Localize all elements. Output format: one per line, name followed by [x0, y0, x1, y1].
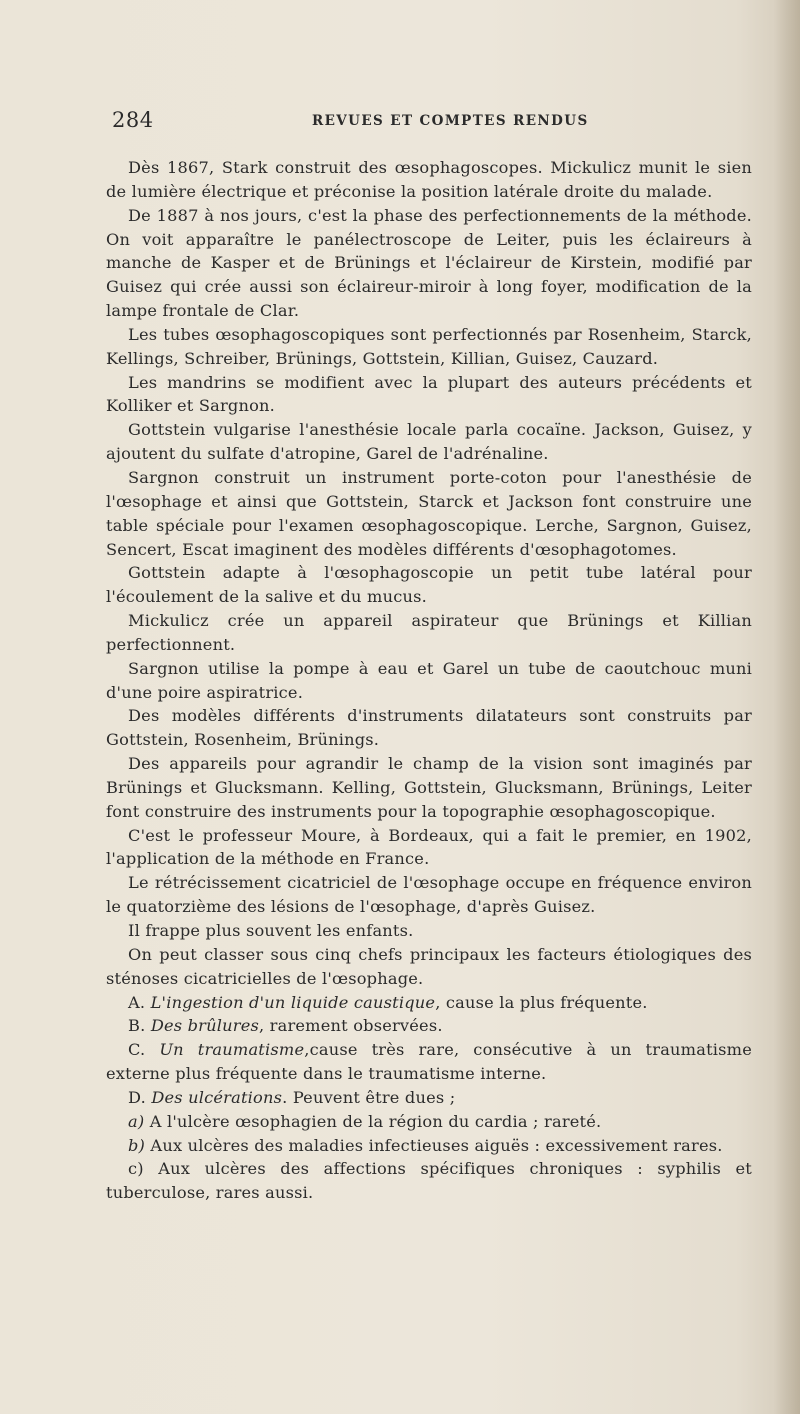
- subcause-text: Aux ulcères des maladies infectieuses aiguës : excessivement rares.: [145, 1135, 723, 1155]
- cause-title: Des brûlures: [150, 1016, 259, 1036]
- cause-text: ,cause très rare, consécutive à un traumatisme externe plus fréquente dans le traumatisme interne.: [106, 1040, 752, 1084]
- cause-text: . Peuvent être dues ;: [282, 1087, 456, 1107]
- paragraph: Des modèles différents d'instruments dilatateurs sont construits par Gottstein, Rosenheim, Brünings.: [106, 706, 752, 750]
- cause-letter: C.: [128, 1040, 146, 1060]
- subcause-letter: a): [128, 1111, 145, 1131]
- cause-letter: B.: [128, 1016, 146, 1036]
- cause-item-a: [106, 991, 752, 1015]
- cause-item-d: [106, 1086, 752, 1110]
- cause-title: Des ulcérations: [151, 1087, 283, 1107]
- paragraph: Sargnon utilise la pompe à eau et Garel un tube de caoutchouc muni d'une poire aspiratrice.: [106, 658, 752, 702]
- subcause-item-a: [106, 1110, 752, 1134]
- cause-title: L'ingestion d'un liquide caustique: [150, 992, 436, 1012]
- paragraph: Sargnon construit un instrument porte-coton pour l'anesthésie de l'œsophage et ainsi que Gottstein, Starck et Jackson font construire une table spéciale pour l'examen œsophagoscopique. Lerche, Sargnon, Guisez, Sencert, Escat imaginent des modèles différents d'œsophagotomes.: [106, 467, 752, 559]
- paragraph: On peut classer sous cinq chefs principaux les facteurs étiologiques des sténoses cicatricielles de l'œsophage.: [106, 944, 752, 988]
- cause-title: Un traumatisme: [159, 1040, 305, 1060]
- paragraph: Gottstein adapte à l'œsophagoscopie un petit tube latéral pour l'écoulement de la salive et du mucus.: [106, 563, 752, 607]
- body-text: [106, 156, 752, 1205]
- cause-item-b: [106, 1014, 752, 1038]
- page-header: [106, 100, 752, 136]
- subcause-letter: b): [128, 1135, 146, 1155]
- subcause-text: Aux ulcères des affections spécifiques chroniques : syphilis et tuberculose, rares aussi.: [106, 1159, 752, 1203]
- cause-letter: D.: [128, 1087, 146, 1107]
- subcause-letter: c): [128, 1159, 144, 1179]
- cause-item-c: [106, 1038, 752, 1086]
- subcause-item-c: [106, 1157, 752, 1205]
- paragraph: Il frappe plus souvent les enfants.: [128, 921, 414, 940]
- paragraph: Mickulicz crée un appareil aspirateur que Brünings et Killian perfectionnent.: [106, 611, 752, 654]
- paragraph: Des appareils pour agrandir le champ de la vision sont imaginés par Brünings et Glucksmann. Kelling, Gottstein, Glucksmann, Brünings, Leiter font construire des instruments pour la topographie œsophagoscopique.: [106, 754, 752, 821]
- cause-letter: A.: [128, 992, 146, 1012]
- page-number: 284: [112, 108, 154, 132]
- paragraph: Dès 1867, Stark construit des œsophagoscopes. Mickulicz munit le sien de lumière électrique et préconise la position latérale droite du malade.: [106, 158, 752, 201]
- cause-text: , cause la plus fréquente.: [435, 992, 648, 1012]
- paragraph: Les mandrins se modifient avec la plupart des auteurs précédents et Kolliker et Sargnon.: [106, 372, 752, 416]
- running-head: REVUES ET COMPTES RENDUS: [312, 113, 589, 129]
- paragraph: Gottstein vulgarise l'anesthésie locale parla cocaïne. Jackson, Guisez, y ajoutent du sulfate d'atropine, Garel de l'adrénaline.: [106, 420, 752, 464]
- paragraph: Le rétrécissement cicatriciel de l'œsophage occupe en fréquence environ le quatorzième des lésions de l'œsophage, d'après Guisez.: [106, 873, 752, 917]
- paragraph: Les tubes œsophagoscopiques sont perfectionnés par Rosenheim, Starck, Kellings, Schreiber, Brünings, Gottstein, Killian, Guisez, Cauzard.: [106, 324, 752, 368]
- subcause-text: A l'ulcère œsophagien de la région du cardia ; rareté.: [144, 1111, 602, 1131]
- paragraph: De 1887 à nos jours, c'est la phase des perfectionnements de la méthode. On voit apparaître le panélectroscope de Leiter, puis les éclaireurs à manche de Kasper et de Brünings et l'éclaireur de Kirstein, modifié par Guisez qui crée aussi son éclaireur-miroir à long foyer, modification de la lampe frontale de Clar.: [106, 205, 752, 321]
- paragraph: C'est le professeur Moure, à Bordeaux, qui a fait le premier, en 1902, l'application de la méthode en France.: [106, 825, 752, 869]
- subcause-item-b: [106, 1134, 752, 1158]
- cause-text: , rarement observées.: [258, 1016, 443, 1036]
